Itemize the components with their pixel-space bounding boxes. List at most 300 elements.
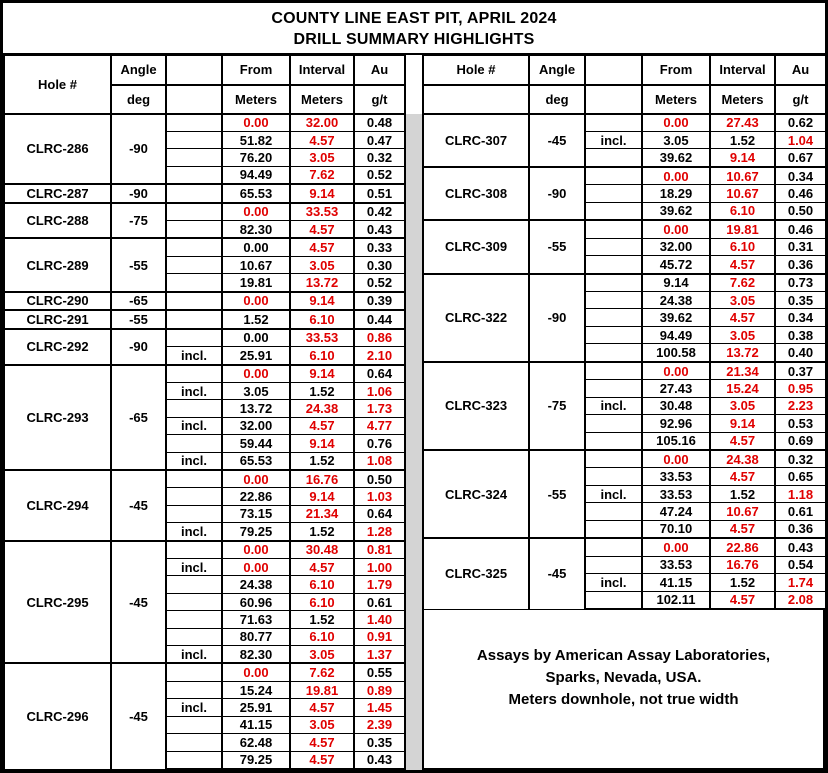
- from-value-cell: 82.30: [222, 646, 290, 664]
- col-unit-blank: [585, 85, 642, 114]
- au-value-cell: 0.36: [775, 520, 826, 538]
- from-value-cell: 80.77: [222, 628, 290, 645]
- incl-flag-cell: [166, 470, 222, 488]
- incl-flag-cell: incl.: [166, 559, 222, 576]
- au-value-cell: 0.64: [354, 505, 405, 522]
- table-separator-strip: [406, 55, 422, 770]
- angle-cell: -55: [529, 450, 585, 538]
- col-header-from: From: [222, 56, 290, 85]
- au-value-cell: 0.33: [354, 238, 405, 256]
- hole-group: [423, 220, 826, 273]
- from-value-cell: 0.00: [642, 450, 710, 468]
- col-unit-deg: deg: [529, 85, 585, 114]
- hole-id-cell: CLRC-294: [4, 470, 111, 541]
- from-value-cell: 3.05: [642, 131, 710, 148]
- au-value-cell: 0.36: [775, 256, 826, 274]
- hole-id-cell: CLRC-323: [423, 362, 529, 450]
- interval-value-cell: 4.57: [290, 559, 354, 576]
- from-value-cell: 25.91: [222, 699, 290, 716]
- angle-cell: -90: [111, 184, 166, 202]
- from-value-cell: 102.11: [642, 591, 710, 609]
- interval-value-cell: 4.57: [710, 468, 775, 485]
- au-value-cell: 1.37: [354, 646, 405, 664]
- incl-flag-cell: [166, 400, 222, 417]
- hole-group: [4, 365, 405, 470]
- interval-row: [423, 450, 826, 468]
- hole-group: [4, 329, 405, 365]
- au-value-cell: 0.61: [775, 503, 826, 520]
- au-value-cell: 0.55: [354, 663, 405, 681]
- right-drill-table: [422, 55, 827, 610]
- incl-flag-cell: [166, 256, 222, 273]
- interval-value-cell: 16.76: [290, 470, 354, 488]
- interval-row: [423, 114, 826, 132]
- incl-flag-cell: incl.: [585, 485, 642, 502]
- au-value-cell: 0.73: [775, 274, 826, 292]
- interval-value-cell: 9.14: [290, 435, 354, 452]
- interval-value-cell: 1.52: [290, 611, 354, 628]
- interval-row: [4, 203, 405, 221]
- footer-line-1: Assays by American Assay Laboratories,: [476, 647, 771, 664]
- hole-id-cell: CLRC-292: [4, 329, 111, 365]
- incl-flag-cell: [585, 238, 642, 255]
- col-header-hole: Hole #: [4, 56, 111, 114]
- incl-flag-cell: [166, 435, 222, 452]
- interval-value-cell: 33.53: [290, 203, 354, 221]
- hole-id-cell: CLRC-290: [4, 292, 111, 310]
- interval-value-cell: 4.57: [710, 520, 775, 538]
- interval-value-cell: 3.05: [290, 716, 354, 733]
- col-unit-meters-interval: Meters: [290, 85, 354, 114]
- angle-cell: -65: [111, 365, 166, 470]
- au-value-cell: 0.43: [775, 538, 826, 556]
- interval-value-cell: 1.52: [290, 382, 354, 399]
- au-value-cell: 0.32: [354, 149, 405, 166]
- incl-flag-cell: [585, 114, 642, 132]
- incl-flag-cell: [166, 663, 222, 681]
- from-value-cell: 100.58: [642, 344, 710, 362]
- angle-cell: -45: [111, 541, 166, 664]
- from-value-cell: 82.30: [222, 221, 290, 239]
- from-value-cell: 79.25: [222, 751, 290, 769]
- au-value-cell: 0.31: [775, 238, 826, 255]
- au-value-cell: 0.53: [775, 415, 826, 432]
- incl-flag-cell: incl.: [166, 699, 222, 716]
- incl-flag-cell: [585, 520, 642, 538]
- from-value-cell: 0.00: [222, 663, 290, 681]
- col-unit-meters-from: Meters: [222, 85, 290, 114]
- from-value-cell: 62.48: [222, 734, 290, 751]
- interval-row: [4, 238, 405, 256]
- incl-flag-cell: incl.: [585, 574, 642, 591]
- interval-value-cell: 10.67: [710, 167, 775, 185]
- au-value-cell: 0.50: [775, 202, 826, 220]
- interval-value-cell: 3.05: [710, 397, 775, 414]
- from-value-cell: 73.15: [222, 505, 290, 522]
- incl-flag-cell: [585, 344, 642, 362]
- incl-flag-cell: [585, 256, 642, 274]
- from-value-cell: 19.81: [222, 274, 290, 292]
- from-value-cell: 24.38: [642, 292, 710, 309]
- from-value-cell: 0.00: [222, 365, 290, 383]
- col-header-interval: Interval: [290, 56, 354, 85]
- interval-value-cell: 24.38: [710, 450, 775, 468]
- incl-flag-cell: [166, 131, 222, 148]
- au-value-cell: 0.34: [775, 309, 826, 326]
- incl-flag-cell: [585, 415, 642, 432]
- footer-line-2: Sparks, Nevada, USA.: [545, 669, 702, 686]
- hole-id-cell: CLRC-286: [4, 114, 111, 185]
- from-value-cell: 25.91: [222, 347, 290, 365]
- incl-flag-cell: [166, 329, 222, 347]
- au-value-cell: 4.77: [354, 417, 405, 434]
- from-value-cell: 22.86: [222, 488, 290, 505]
- from-value-cell: 0.00: [642, 362, 710, 380]
- col-unit-blank: [166, 85, 222, 114]
- interval-value-cell: 10.67: [710, 185, 775, 202]
- hole-group: [4, 292, 405, 310]
- hole-group: [4, 663, 405, 769]
- incl-flag-cell: [585, 556, 642, 573]
- incl-flag-cell: incl.: [166, 382, 222, 399]
- interval-value-cell: 10.67: [710, 503, 775, 520]
- incl-flag-cell: incl.: [166, 417, 222, 434]
- au-value-cell: 2.39: [354, 716, 405, 733]
- col-header-angle: Angle: [111, 56, 166, 85]
- interval-value-cell: 21.34: [710, 362, 775, 380]
- au-value-cell: 0.64: [354, 365, 405, 383]
- incl-flag-cell: [585, 167, 642, 185]
- from-value-cell: 47.24: [642, 503, 710, 520]
- incl-flag-cell: [166, 734, 222, 751]
- hole-group: [4, 203, 405, 239]
- interval-value-cell: 7.62: [290, 166, 354, 184]
- interval-value-cell: 4.57: [290, 417, 354, 434]
- hole-id-cell: CLRC-308: [423, 167, 529, 220]
- au-value-cell: 0.38: [775, 326, 826, 343]
- interval-value-cell: 6.10: [710, 238, 775, 255]
- incl-flag-cell: [585, 149, 642, 167]
- incl-flag-cell: [585, 538, 642, 556]
- from-value-cell: 1.52: [222, 310, 290, 328]
- au-value-cell: 1.74: [775, 574, 826, 591]
- from-value-cell: 10.67: [222, 256, 290, 273]
- interval-value-cell: 7.62: [290, 663, 354, 681]
- au-value-cell: 0.35: [775, 292, 826, 309]
- from-value-cell: 39.62: [642, 149, 710, 167]
- interval-row: [4, 329, 405, 347]
- interval-value-cell: 13.72: [290, 274, 354, 292]
- left-table-header: [4, 56, 405, 114]
- from-value-cell: 39.62: [642, 309, 710, 326]
- interval-value-cell: 33.53: [290, 329, 354, 347]
- au-value-cell: 0.47: [354, 131, 405, 148]
- au-value-cell: 0.35: [354, 734, 405, 751]
- au-value-cell: 1.28: [354, 523, 405, 541]
- angle-cell: -55: [111, 310, 166, 328]
- interval-value-cell: 4.57: [710, 432, 775, 450]
- au-value-cell: 0.54: [775, 556, 826, 573]
- interval-value-cell: 4.57: [290, 751, 354, 769]
- interval-value-cell: 4.57: [710, 309, 775, 326]
- from-value-cell: 0.00: [222, 203, 290, 221]
- from-value-cell: 33.53: [642, 556, 710, 573]
- from-value-cell: 33.53: [642, 485, 710, 502]
- from-value-cell: 51.82: [222, 131, 290, 148]
- au-value-cell: 0.52: [354, 166, 405, 184]
- au-value-cell: 0.95: [775, 380, 826, 397]
- interval-value-cell: 9.14: [290, 292, 354, 310]
- from-value-cell: 41.15: [642, 574, 710, 591]
- from-value-cell: 24.38: [222, 576, 290, 593]
- incl-flag-cell: [166, 365, 222, 383]
- interval-value-cell: 19.81: [710, 220, 775, 238]
- col-unit-meters-from: Meters: [642, 85, 710, 114]
- hole-group: [4, 541, 405, 664]
- au-value-cell: 0.81: [354, 541, 405, 559]
- incl-flag-cell: [585, 292, 642, 309]
- from-value-cell: 41.15: [222, 716, 290, 733]
- col-unit-deg: deg: [111, 85, 166, 114]
- interval-value-cell: 4.57: [290, 221, 354, 239]
- interval-value-cell: 1.52: [290, 523, 354, 541]
- from-value-cell: 0.00: [642, 538, 710, 556]
- hole-group: [4, 184, 405, 202]
- interval-value-cell: 3.05: [290, 646, 354, 664]
- interval-value-cell: 13.72: [710, 344, 775, 362]
- incl-flag-cell: [585, 362, 642, 380]
- au-value-cell: 0.76: [354, 435, 405, 452]
- interval-value-cell: 6.10: [290, 347, 354, 365]
- interval-value-cell: 24.38: [290, 400, 354, 417]
- au-value-cell: 0.37: [775, 362, 826, 380]
- interval-value-cell: 6.10: [710, 202, 775, 220]
- interval-value-cell: 9.14: [710, 149, 775, 167]
- from-value-cell: 0.00: [222, 541, 290, 559]
- from-value-cell: 76.20: [222, 149, 290, 166]
- angle-cell: -45: [111, 663, 166, 769]
- hole-id-cell: CLRC-307: [423, 114, 529, 167]
- interval-row: [4, 470, 405, 488]
- au-value-cell: 1.40: [354, 611, 405, 628]
- incl-flag-cell: [166, 541, 222, 559]
- au-value-cell: 0.52: [354, 274, 405, 292]
- interval-value-cell: 30.48: [290, 541, 354, 559]
- interval-row: [4, 365, 405, 383]
- au-value-cell: 0.61: [354, 593, 405, 610]
- right-column: [422, 55, 825, 770]
- incl-flag-cell: [166, 238, 222, 256]
- from-value-cell: 65.53: [222, 184, 290, 202]
- au-value-cell: 0.89: [354, 681, 405, 698]
- interval-row: [423, 167, 826, 185]
- hole-group: [423, 274, 826, 362]
- au-value-cell: 0.39: [354, 292, 405, 310]
- interval-row: [4, 541, 405, 559]
- au-value-cell: 1.06: [354, 382, 405, 399]
- from-value-cell: 0.00: [642, 220, 710, 238]
- from-value-cell: 71.63: [222, 611, 290, 628]
- interval-value-cell: 4.57: [290, 734, 354, 751]
- hole-group: [423, 114, 826, 167]
- interval-value-cell: 32.00: [290, 114, 354, 132]
- interval-row: [4, 663, 405, 681]
- col-header-incl: [166, 56, 222, 85]
- col-unit-meters-interval: Meters: [710, 85, 775, 114]
- from-value-cell: 0.00: [222, 329, 290, 347]
- hole-group: [423, 538, 826, 609]
- separator-strip-top: [406, 55, 422, 114]
- col-header-au: Au: [354, 56, 405, 85]
- au-value-cell: 0.46: [775, 220, 826, 238]
- au-value-cell: 1.79: [354, 576, 405, 593]
- incl-flag-cell: [585, 220, 642, 238]
- incl-flag-cell: [166, 628, 222, 645]
- hole-group: [4, 114, 405, 185]
- interval-value-cell: 4.57: [290, 131, 354, 148]
- interval-value-cell: 4.57: [290, 238, 354, 256]
- incl-flag-cell: incl.: [166, 347, 222, 365]
- incl-flag-cell: [585, 309, 642, 326]
- incl-flag-cell: incl.: [166, 452, 222, 470]
- from-value-cell: 9.14: [642, 274, 710, 292]
- interval-value-cell: 19.81: [290, 681, 354, 698]
- interval-row: [423, 274, 826, 292]
- col-header-interval: Interval: [710, 56, 775, 85]
- col-header-au: Au: [775, 56, 826, 85]
- au-value-cell: 1.00: [354, 559, 405, 576]
- interval-row: [4, 292, 405, 310]
- from-value-cell: 105.16: [642, 432, 710, 450]
- hole-group: [4, 238, 405, 291]
- au-value-cell: 1.45: [354, 699, 405, 716]
- interval-value-cell: 9.14: [290, 365, 354, 383]
- hole-group: [4, 470, 405, 541]
- col-unit-gpt: g/t: [354, 85, 405, 114]
- angle-cell: -75: [529, 362, 585, 450]
- interval-value-cell: 16.76: [710, 556, 775, 573]
- incl-flag-cell: [585, 432, 642, 450]
- interval-value-cell: 21.34: [290, 505, 354, 522]
- from-value-cell: 30.48: [642, 397, 710, 414]
- interval-value-cell: 4.57: [710, 256, 775, 274]
- au-value-cell: 1.73: [354, 400, 405, 417]
- col-unit-blank-hole: [423, 85, 529, 114]
- interval-value-cell: 27.43: [710, 114, 775, 132]
- angle-cell: -45: [529, 538, 585, 609]
- au-value-cell: 0.48: [354, 114, 405, 132]
- from-value-cell: 65.53: [222, 452, 290, 470]
- interval-value-cell: 7.62: [710, 274, 775, 292]
- title-line-1: COUNTY LINE EAST PIT, APRIL 2024: [271, 10, 557, 27]
- au-value-cell: 0.43: [354, 221, 405, 239]
- incl-flag-cell: [166, 184, 222, 202]
- au-value-cell: 2.08: [775, 591, 826, 609]
- incl-flag-cell: [585, 380, 642, 397]
- interval-value-cell: 6.10: [290, 628, 354, 645]
- incl-flag-cell: [166, 593, 222, 610]
- from-value-cell: 3.05: [222, 382, 290, 399]
- interval-value-cell: 6.10: [290, 310, 354, 328]
- from-value-cell: 32.00: [642, 238, 710, 255]
- interval-value-cell: 22.86: [710, 538, 775, 556]
- hole-id-cell: CLRC-291: [4, 310, 111, 328]
- from-value-cell: 0.00: [222, 238, 290, 256]
- interval-value-cell: 15.24: [710, 380, 775, 397]
- au-value-cell: 2.23: [775, 397, 826, 414]
- hole-id-cell: CLRC-322: [423, 274, 529, 362]
- incl-flag-cell: [585, 591, 642, 609]
- incl-flag-cell: incl.: [585, 397, 642, 414]
- incl-flag-cell: [166, 274, 222, 292]
- tables-area: [3, 55, 825, 770]
- interval-value-cell: 6.10: [290, 576, 354, 593]
- from-value-cell: 0.00: [642, 167, 710, 185]
- angle-cell: -90: [111, 329, 166, 365]
- col-header-incl: [585, 56, 642, 85]
- au-value-cell: 0.69: [775, 432, 826, 450]
- col-header-angle: Angle: [529, 56, 585, 85]
- from-value-cell: 27.43: [642, 380, 710, 397]
- hole-id-cell: CLRC-295: [4, 541, 111, 664]
- hole-id-cell: CLRC-293: [4, 365, 111, 470]
- au-value-cell: 1.18: [775, 485, 826, 502]
- from-value-cell: 59.44: [222, 435, 290, 452]
- angle-cell: -65: [111, 292, 166, 310]
- from-value-cell: 0.00: [222, 559, 290, 576]
- from-value-cell: 79.25: [222, 523, 290, 541]
- incl-flag-cell: [166, 203, 222, 221]
- hole-group: [423, 450, 826, 538]
- incl-flag-cell: [585, 450, 642, 468]
- from-value-cell: 0.00: [222, 470, 290, 488]
- au-value-cell: 0.32: [775, 450, 826, 468]
- from-value-cell: 94.49: [222, 166, 290, 184]
- au-value-cell: 1.04: [775, 131, 826, 148]
- au-value-cell: 0.86: [354, 329, 405, 347]
- incl-flag-cell: incl.: [166, 646, 222, 664]
- interval-row: [4, 184, 405, 202]
- hole-id-cell: CLRC-287: [4, 184, 111, 202]
- from-value-cell: 33.53: [642, 468, 710, 485]
- hole-group: [4, 310, 405, 328]
- angle-cell: -45: [111, 470, 166, 541]
- from-value-cell: 45.72: [642, 256, 710, 274]
- angle-cell: -90: [529, 167, 585, 220]
- incl-flag-cell: [166, 292, 222, 310]
- from-value-cell: 39.62: [642, 202, 710, 220]
- au-value-cell: 0.30: [354, 256, 405, 273]
- page-title: [3, 3, 825, 55]
- incl-flag-cell: [166, 681, 222, 698]
- incl-flag-cell: [166, 576, 222, 593]
- interval-value-cell: 3.05: [710, 292, 775, 309]
- hole-id-cell: CLRC-325: [423, 538, 529, 609]
- interval-row: [423, 220, 826, 238]
- footer-line-3: Meters downhole, not true width: [508, 691, 739, 708]
- au-value-cell: 0.50: [354, 470, 405, 488]
- incl-flag-cell: incl.: [585, 131, 642, 148]
- au-value-cell: 0.65: [775, 468, 826, 485]
- hole-id-cell: CLRC-288: [4, 203, 111, 239]
- incl-flag-cell: [585, 202, 642, 220]
- interval-value-cell: 4.57: [290, 699, 354, 716]
- incl-flag-cell: [585, 326, 642, 343]
- interval-value-cell: 3.05: [290, 256, 354, 273]
- incl-flag-cell: [585, 274, 642, 292]
- hole-id-cell: CLRC-296: [4, 663, 111, 769]
- incl-flag-cell: incl.: [166, 523, 222, 541]
